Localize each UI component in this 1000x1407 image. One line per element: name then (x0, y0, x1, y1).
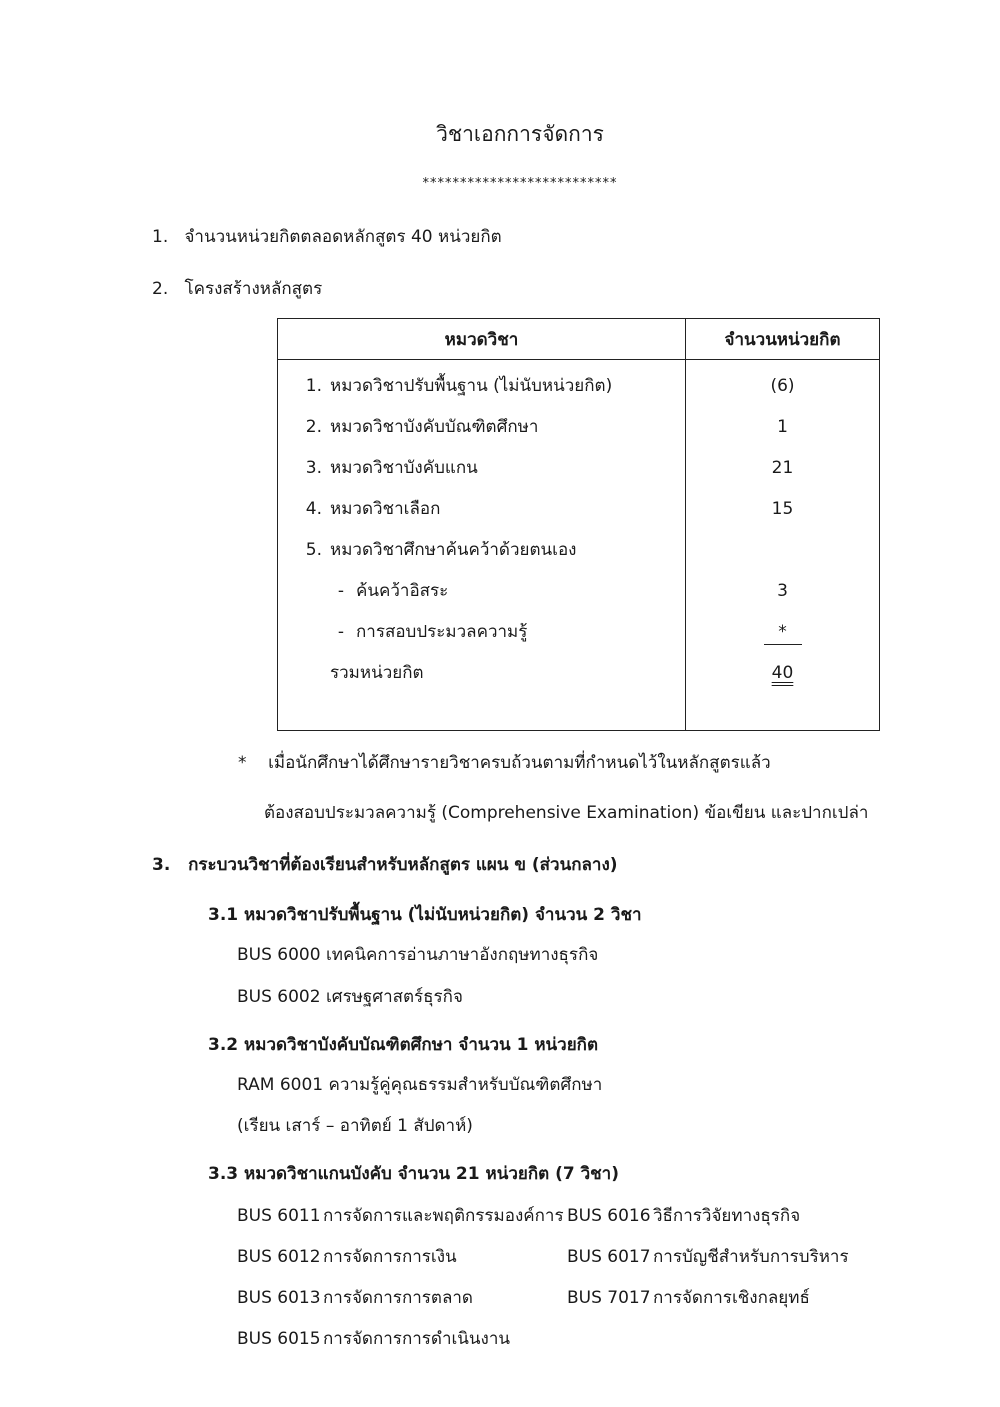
course-item: BUS 6015 การจัดการการดำเนินงาน (237, 1329, 511, 1349)
category-column (278, 360, 686, 731)
item-3-number: 3. (152, 855, 171, 875)
course-item: BUS 7017 การจัดการเชิงกลยุทธ์ (567, 1288, 810, 1308)
separator: ************************** (422, 176, 618, 191)
course-item: BUS 6002 เศรษฐศาสตร์ธุรกิจ (237, 987, 463, 1007)
item-2-text: โครงสร้างหลักสูตร (184, 279, 323, 299)
page-title: วิชาเอกการจัดการ (436, 122, 604, 146)
footnote-line-1: * เมื่อนักศึกษาได้ศึกษารายวิชาครบถ้วนตามที่กำหนดไว้ในหลักสูตรแล้ว (238, 753, 771, 773)
item-3-text: กระบวนวิชาที่ต้องเรียนสำหรับหลักสูตร แผน ข (ส่วนกลาง) (188, 855, 618, 875)
credit-value: 15 (771, 499, 794, 519)
total-row-label: รวมหน่วยกิต (330, 663, 424, 683)
credits-column (686, 360, 880, 731)
course-item: BUS 6012 การจัดการการเงิน (237, 1247, 457, 1267)
course-item: BUS 6017 การบัญชีสำหรับการบริหาร (567, 1247, 849, 1267)
section-3-1-heading: 3.1 หมวดวิชาปรับพื้นฐาน (ไม่นับหน่วยกิต) จำนวน 2 วิชา (208, 905, 642, 925)
table-header-row (278, 319, 880, 360)
course-item: BUS 6016 วิธีการวิจัยทางธุรกิจ (567, 1206, 801, 1226)
footnote-star: * (238, 753, 247, 773)
table-row: - การสอบประมวลความรู้ (337, 622, 528, 642)
course-item: BUS 6000 เทคนิคการอ่านภาษาอังกฤษทางธุรกิจ (237, 945, 599, 965)
course-note: (เรียน เสาร์ – อาทิตย์ 1 สัปดาห์) (237, 1116, 473, 1136)
item-1-number: 1. (152, 227, 169, 247)
credit-value: 3 (777, 581, 788, 601)
table-row: 2. หมวดวิชาบังคับบัณฑิตศึกษา (305, 417, 539, 437)
footnote-line-2: ต้องสอบประมวลความรู้ (Comprehensive Examination) ข้อเขียน และปากเปล่า (264, 803, 869, 823)
credit-value: 1 (777, 417, 788, 437)
course-item: BUS 6011 การจัดการและพฤติกรรมองค์การ (237, 1206, 564, 1226)
credit-value (686, 530, 879, 571)
section-3-3-heading: 3.3 หมวดวิชาแกนบังคับ จำนวน 21 หน่วยกิต (7 วิชา) (208, 1164, 619, 1184)
header-credits: จำนวนหน่วยกิต (686, 319, 880, 360)
curriculum-structure-table (277, 318, 880, 731)
table-row: 1. หมวดวิชาปรับพื้นฐาน (ไม่นับหน่วยกิต) (305, 376, 613, 396)
item-2-number: 2. (152, 279, 169, 299)
table-row: 4. หมวดวิชาเลือก (305, 499, 441, 519)
credit-value: (6) (770, 376, 795, 396)
item-3 (152, 851, 618, 878)
table-row: 5. หมวดวิชาศึกษาค้นคว้าด้วยตนเอง (305, 540, 577, 560)
course-item: RAM 6001 ความรู้คู่คุณธรรมสำหรับบัณฑิตศึกษา (237, 1075, 603, 1095)
credit-value-exam: * (686, 612, 879, 653)
item-1 (152, 223, 502, 250)
header-category: หมวดวิชา (278, 319, 686, 360)
table-row: 3. หมวดวิชาบังคับแกน (305, 458, 478, 478)
item-2 (152, 275, 322, 302)
table-row: - ค้นคว้าอิสระ (337, 581, 449, 601)
section-3-2-heading: 3.2 หมวดวิชาบังคับบัณฑิตศึกษา จำนวน 1 หน่วยกิต (208, 1035, 599, 1055)
credit-value: 21 (771, 458, 794, 478)
course-item: BUS 6013 การจัดการการตลาด (237, 1288, 473, 1308)
item-1-text: จำนวนหน่วยกิตตลอดหลักสูตร 40 หน่วยกิต (184, 227, 502, 247)
total-credit-value: 40 (771, 663, 794, 683)
